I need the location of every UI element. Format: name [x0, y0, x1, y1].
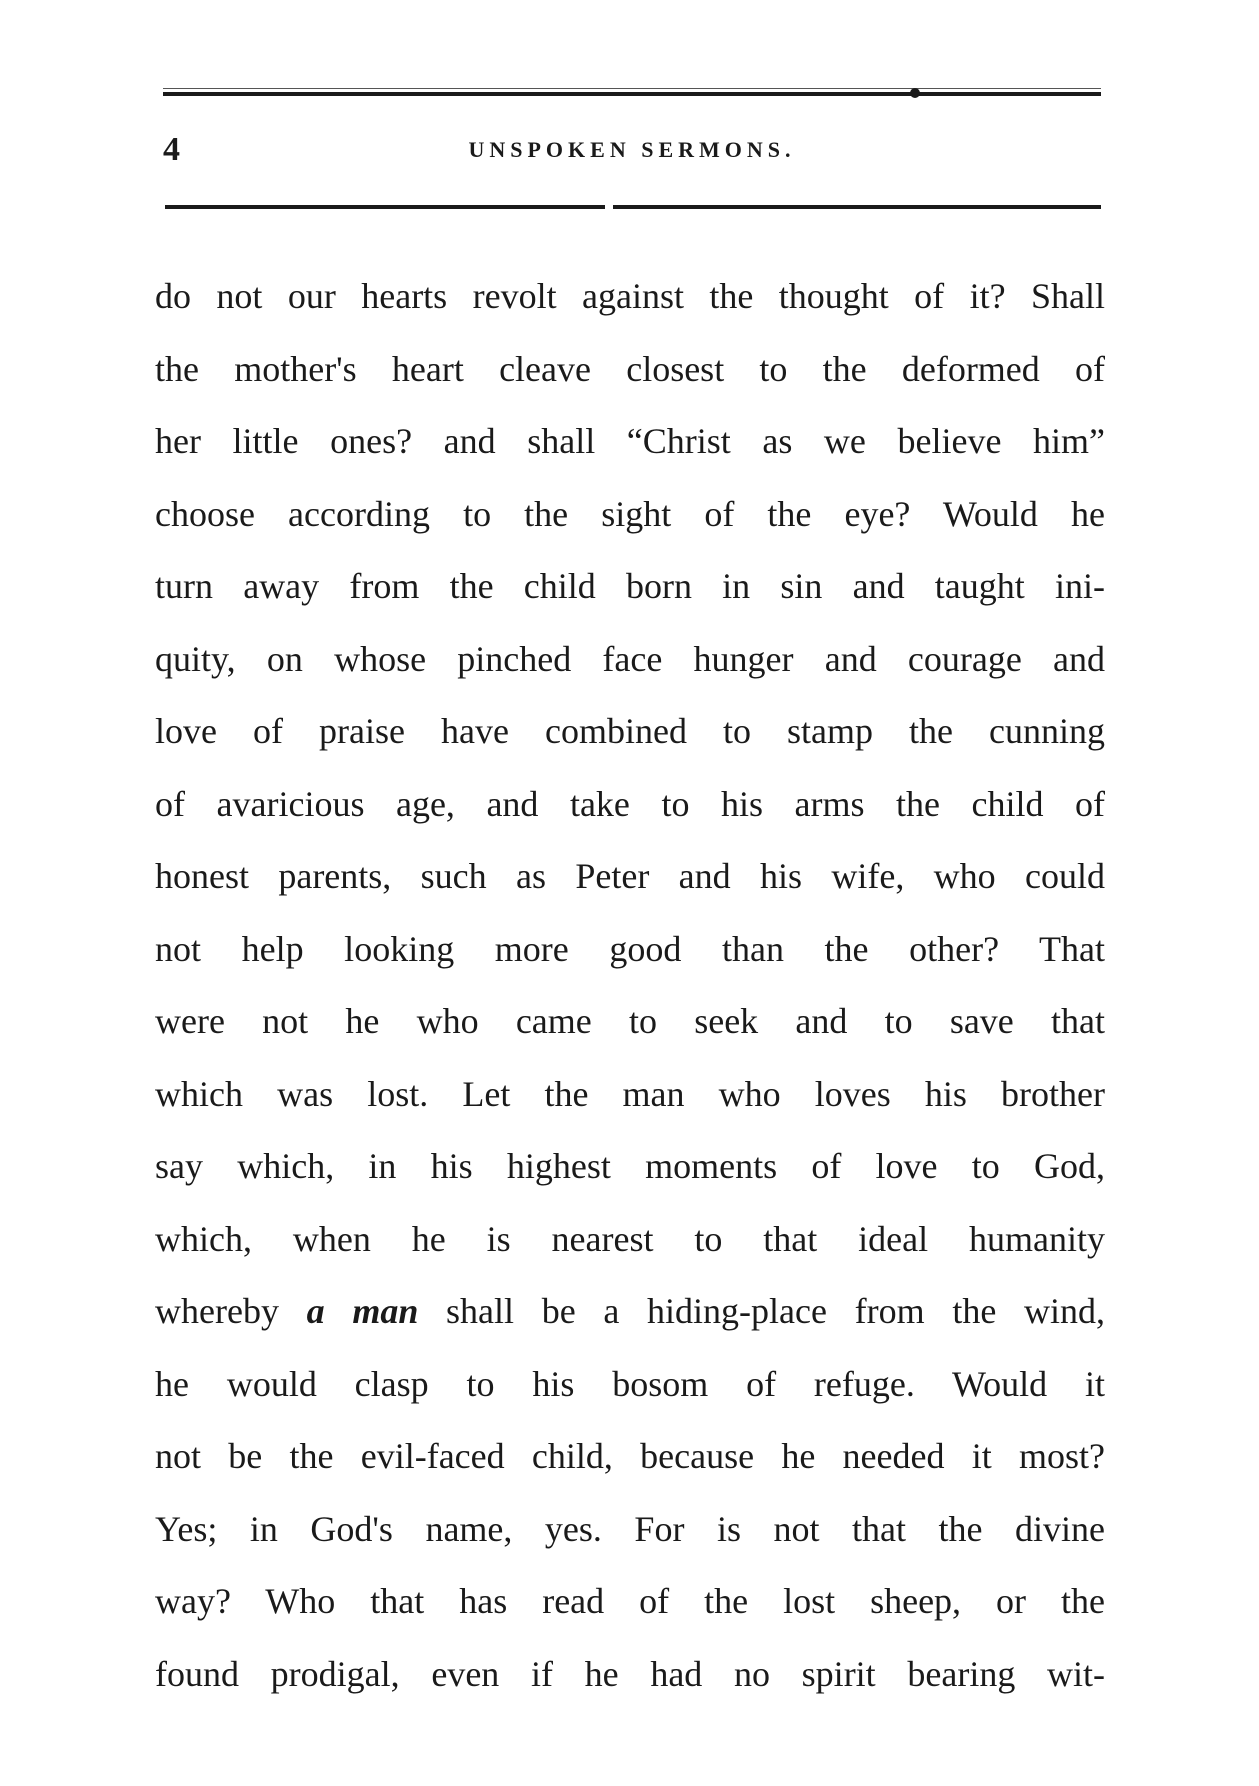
rule-ornament-dot — [910, 88, 920, 98]
page-header — [163, 130, 1101, 170]
text-segment: whereby — [155, 1291, 279, 1331]
text-line: not be the evil-faced child, because he needed it most? — [155, 1436, 1105, 1476]
text-line: which was lost. Let the man who loves his brother — [155, 1073, 1105, 1114]
italic-emphasis: a man — [306, 1291, 419, 1331]
text-line: her little ones? and shall “Christ as we believe him” — [155, 421, 1105, 461]
text-line: were not he who came to seek and to save that — [155, 1001, 1105, 1041]
header-bottom-rule-left — [165, 205, 605, 209]
text-line: choose according to the sight of the eye? Would he — [155, 493, 1105, 534]
text-line: turn away from the child born in sin and taught ini- — [155, 566, 1105, 606]
text-line: say which, in his highest moments of love to God, — [155, 1146, 1105, 1186]
text-line: he would clasp to his bosom of refuge. Would it — [155, 1363, 1105, 1404]
body-text — [155, 260, 1105, 1710]
text-line: Yes; in God's name, yes. For is not that the divine — [155, 1508, 1105, 1549]
header-bottom-rule-right — [613, 205, 1101, 209]
text-line: found prodigal, even if he had no spirit bearing wit- — [155, 1653, 1105, 1694]
text-line: the mother's heart cleave closest to the deformed of — [155, 348, 1105, 389]
text-line: not help looking more good than the other? That — [155, 928, 1105, 969]
header-top-thin-rule — [163, 88, 1101, 89]
text-line: do not our hearts revolt against the thought of it? Shall — [155, 276, 1105, 316]
text-line: honest parents, such as Peter and his wife, who could — [155, 856, 1105, 896]
page-number: 4 — [163, 131, 180, 168]
text-line: of avaricious age, and take to his arms the child of — [155, 783, 1105, 824]
running-head: UNSPOKEN SERMONS. — [468, 137, 796, 162]
header-top-rule — [163, 92, 1101, 96]
text-segment: shall be a hiding-place from the wind, — [446, 1291, 1105, 1331]
text-line: quity, on whose pinched face hunger and courage and — [155, 638, 1105, 679]
text-line: way? Who that has read of the lost sheep, or the — [155, 1581, 1105, 1621]
text-line: which, when he is nearest to that ideal humanity — [155, 1218, 1105, 1259]
text-line-with-italic — [155, 1275, 1105, 1348]
text-line: love of praise have combined to stamp the cunning — [155, 711, 1105, 751]
